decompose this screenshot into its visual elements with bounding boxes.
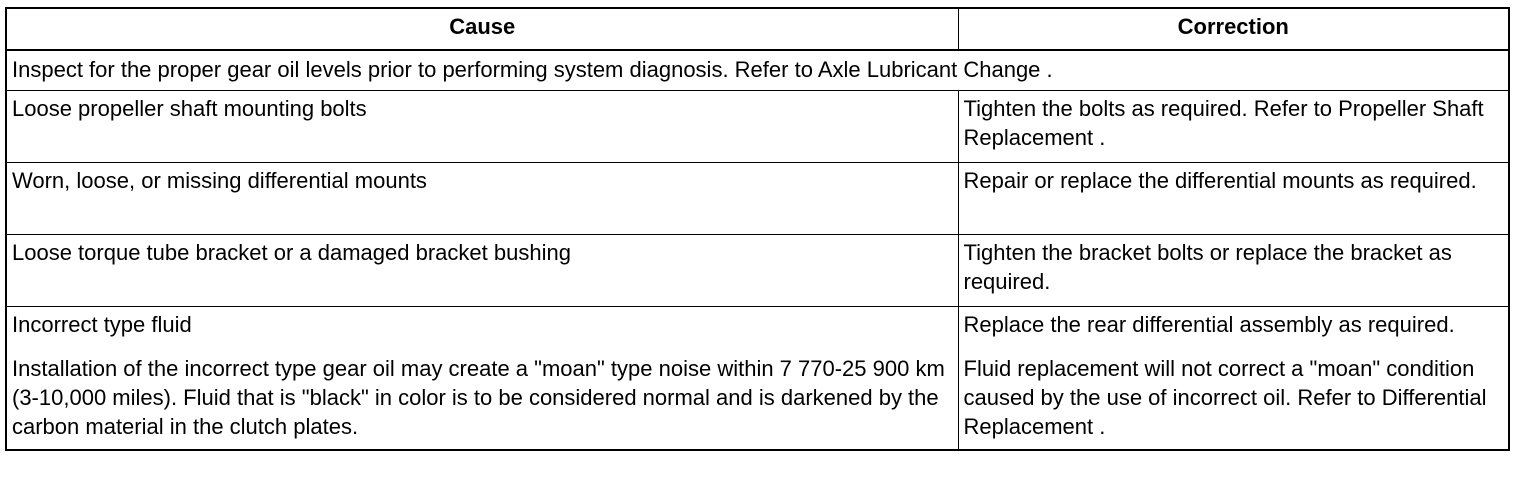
- table-header-row: [6, 8, 1509, 50]
- correction-text: Repair or replace the differential mounts as required.: [963, 168, 1477, 193]
- cause-cell: [6, 91, 958, 163]
- correction-detail-text: Fluid replacement will not correct a "moan" condition caused by the use of incorrect oil. Refer to Differential Replacement .: [963, 356, 1487, 439]
- table-note-row: [6, 50, 1509, 91]
- correction-text: Tighten the bolts as required. Refer to Propeller Shaft Replacement .: [963, 96, 1484, 150]
- correction-text: Replace the rear differential assembly as required.: [963, 312, 1455, 337]
- table-row: [6, 91, 1509, 163]
- cause-text: Loose propeller shaft mounting bolts: [12, 96, 367, 121]
- cause-cell: [6, 163, 958, 235]
- table-row: [6, 235, 1509, 307]
- correction-cell: [958, 91, 1509, 163]
- cause-text: Loose torque tube bracket or a damaged bracket bushing: [12, 240, 571, 265]
- diagnostic-table: [5, 7, 1510, 451]
- inspection-note: Inspect for the proper gear oil levels prior to performing system diagnosis. Refer to Axle Lubricant Change .: [6, 50, 1509, 91]
- cause-cell: [6, 235, 958, 307]
- cause-text: Incorrect type fluid: [12, 312, 192, 337]
- correction-cell: [958, 163, 1509, 235]
- correction-cell: [958, 235, 1509, 307]
- correction-column-header: Correction: [958, 8, 1509, 50]
- cause-column-header: Cause: [6, 8, 958, 50]
- cause-text: Worn, loose, or missing differential mounts: [12, 168, 427, 193]
- correction-cell: [958, 307, 1509, 451]
- correction-text: Tighten the bracket bolts or replace the bracket as required.: [963, 240, 1452, 294]
- cause-detail-text: Installation of the incorrect type gear oil may create a "moan" type noise within 7 770-25 900 km (3-10,000 miles). Fluid that is "black" in color is to be considered normal and is darkened by the carbon material in the clutch plates.: [12, 356, 945, 439]
- table-row: [6, 163, 1509, 235]
- cause-cell: [6, 307, 958, 451]
- table-row: [6, 307, 1509, 451]
